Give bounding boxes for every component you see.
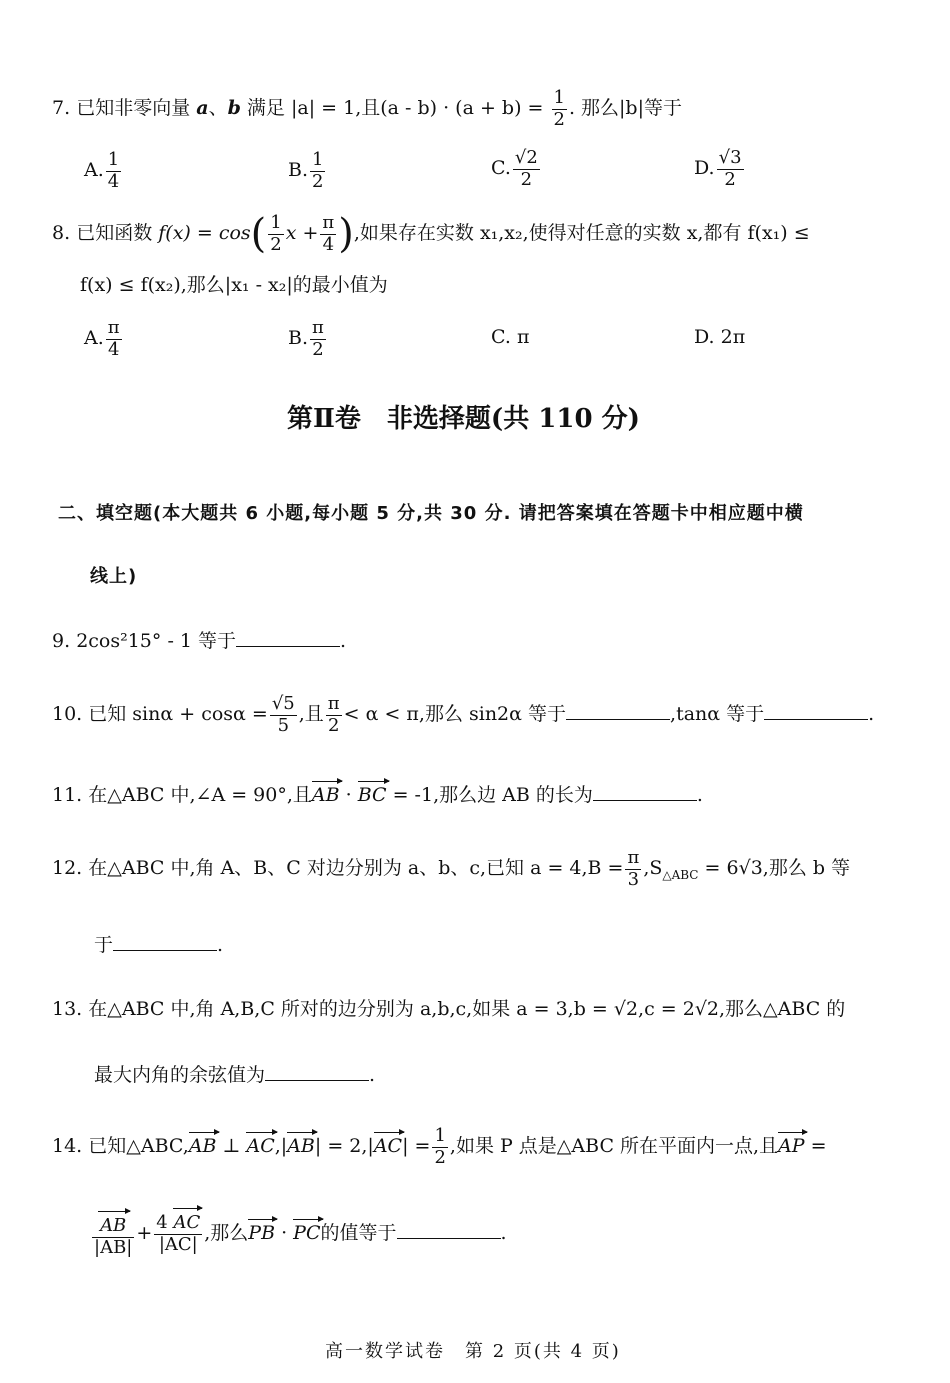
- q14-line-2: $\frac{AB}{|AB|}$ + $\frac{4 AC}{|AC|}$ ,那么PB · PC的值等于 .: [94, 1212, 507, 1258]
- answer-blank[interactable]: [113, 932, 217, 951]
- answer-blank[interactable]: [236, 628, 340, 647]
- q8-option-b: B. $\frac{\pi}{2}$: [288, 317, 324, 360]
- fraction: $\frac{1}{2}$: [553, 87, 565, 130]
- section-2-header-cont: 线上): [90, 566, 138, 587]
- q7-option-d: D. $\frac{√3}{2}$: [694, 147, 742, 190]
- answer-blank[interactable]: [566, 701, 670, 720]
- q7-option-a: A. $\frac{1}{4}$: [84, 149, 120, 192]
- question-9: 9. 2cos²15° - 1 等于 .: [52, 630, 347, 652]
- q8-line-2: f(x) ≤ f(x₂),那么|x₁ - x₂|的最小值为: [80, 274, 388, 296]
- answer-blank[interactable]: [764, 701, 868, 720]
- answer-blank[interactable]: [593, 782, 697, 801]
- question-13: 13. 在△ABC 中,角 A,B,C 所对的边分别为 a,b,c,如果 a = 3,b = √2,c = 2√2,那么△ABC 的: [52, 998, 846, 1020]
- part-2-title: 第Ⅱ卷 非选择题(共 110 分): [287, 404, 640, 434]
- question-10: 10. 已知 sinα + cosα = $\frac{√5}{5}$ ,且 $\frac{\pi}{2}$ < α < π,那么 sin2α 等于 ,tanα 等于 .: [52, 693, 875, 736]
- question-14: 14. 已知△ABC,AB ⊥ AC,|AB| = 2,|AC| = $\frac{1}{2}$ ,如果 P 点是△ABC 所在平面内一点,且AP =: [52, 1125, 827, 1168]
- q8-option-d: D. 2π: [694, 326, 746, 348]
- q13-line-2: 最大内角的余弦值为 .: [94, 1064, 376, 1086]
- answer-blank[interactable]: [397, 1220, 501, 1239]
- q7-option-b: B. $\frac{1}{2}$: [288, 149, 324, 192]
- q7-option-c: C. $\frac{√2}{2}$: [491, 147, 538, 190]
- q7-number: 7.: [52, 97, 71, 120]
- q8-option-c: C. π: [491, 326, 530, 348]
- question-12: 12. 在△ABC 中,角 A、B、C 对边分别为 a、b、c,已知 a = 4,B = $\frac{\pi}{3}$ $,S_{\triangle ABC} = 6√3$,那么 b 等: [52, 847, 851, 890]
- q7-stem: 已知非零向量: [76, 97, 191, 120]
- q8-option-a: A. $\frac{\pi}{4}$: [84, 317, 120, 360]
- question-11: 11. 在△ABC 中,∠A = 90°,且AB · BC = -1,那么边 AB 的长为 .: [52, 784, 703, 806]
- page-footer: 高一数学试卷 第 2 页(共 4 页): [325, 1341, 621, 1362]
- answer-blank[interactable]: [265, 1062, 369, 1081]
- question-8: 8. 已知函数 f(x) = cos( $\frac{1}{2}$ x + $\frac{\pi}{4}$ ),如果存在实数 x₁,x₂,使得对任意的实数 x,都有 f(x₁) ≤: [52, 211, 810, 258]
- section-2-header: 二、填空题(本大题共 6 小题,每小题 5 分,共 30 分. 请把答案填在答题卡中相应题中横: [58, 503, 804, 524]
- question-7: 7. 已知非零向量 a、b 满足 |a| = 1,且(a - b) · (a + b) = $\frac{1}{2}$ . 那么|b|等于: [52, 87, 682, 130]
- q7-condition: |a| = 1,且(a - b) · (a + b) =: [290, 97, 544, 120]
- q12-line-2: 于 .: [94, 934, 224, 956]
